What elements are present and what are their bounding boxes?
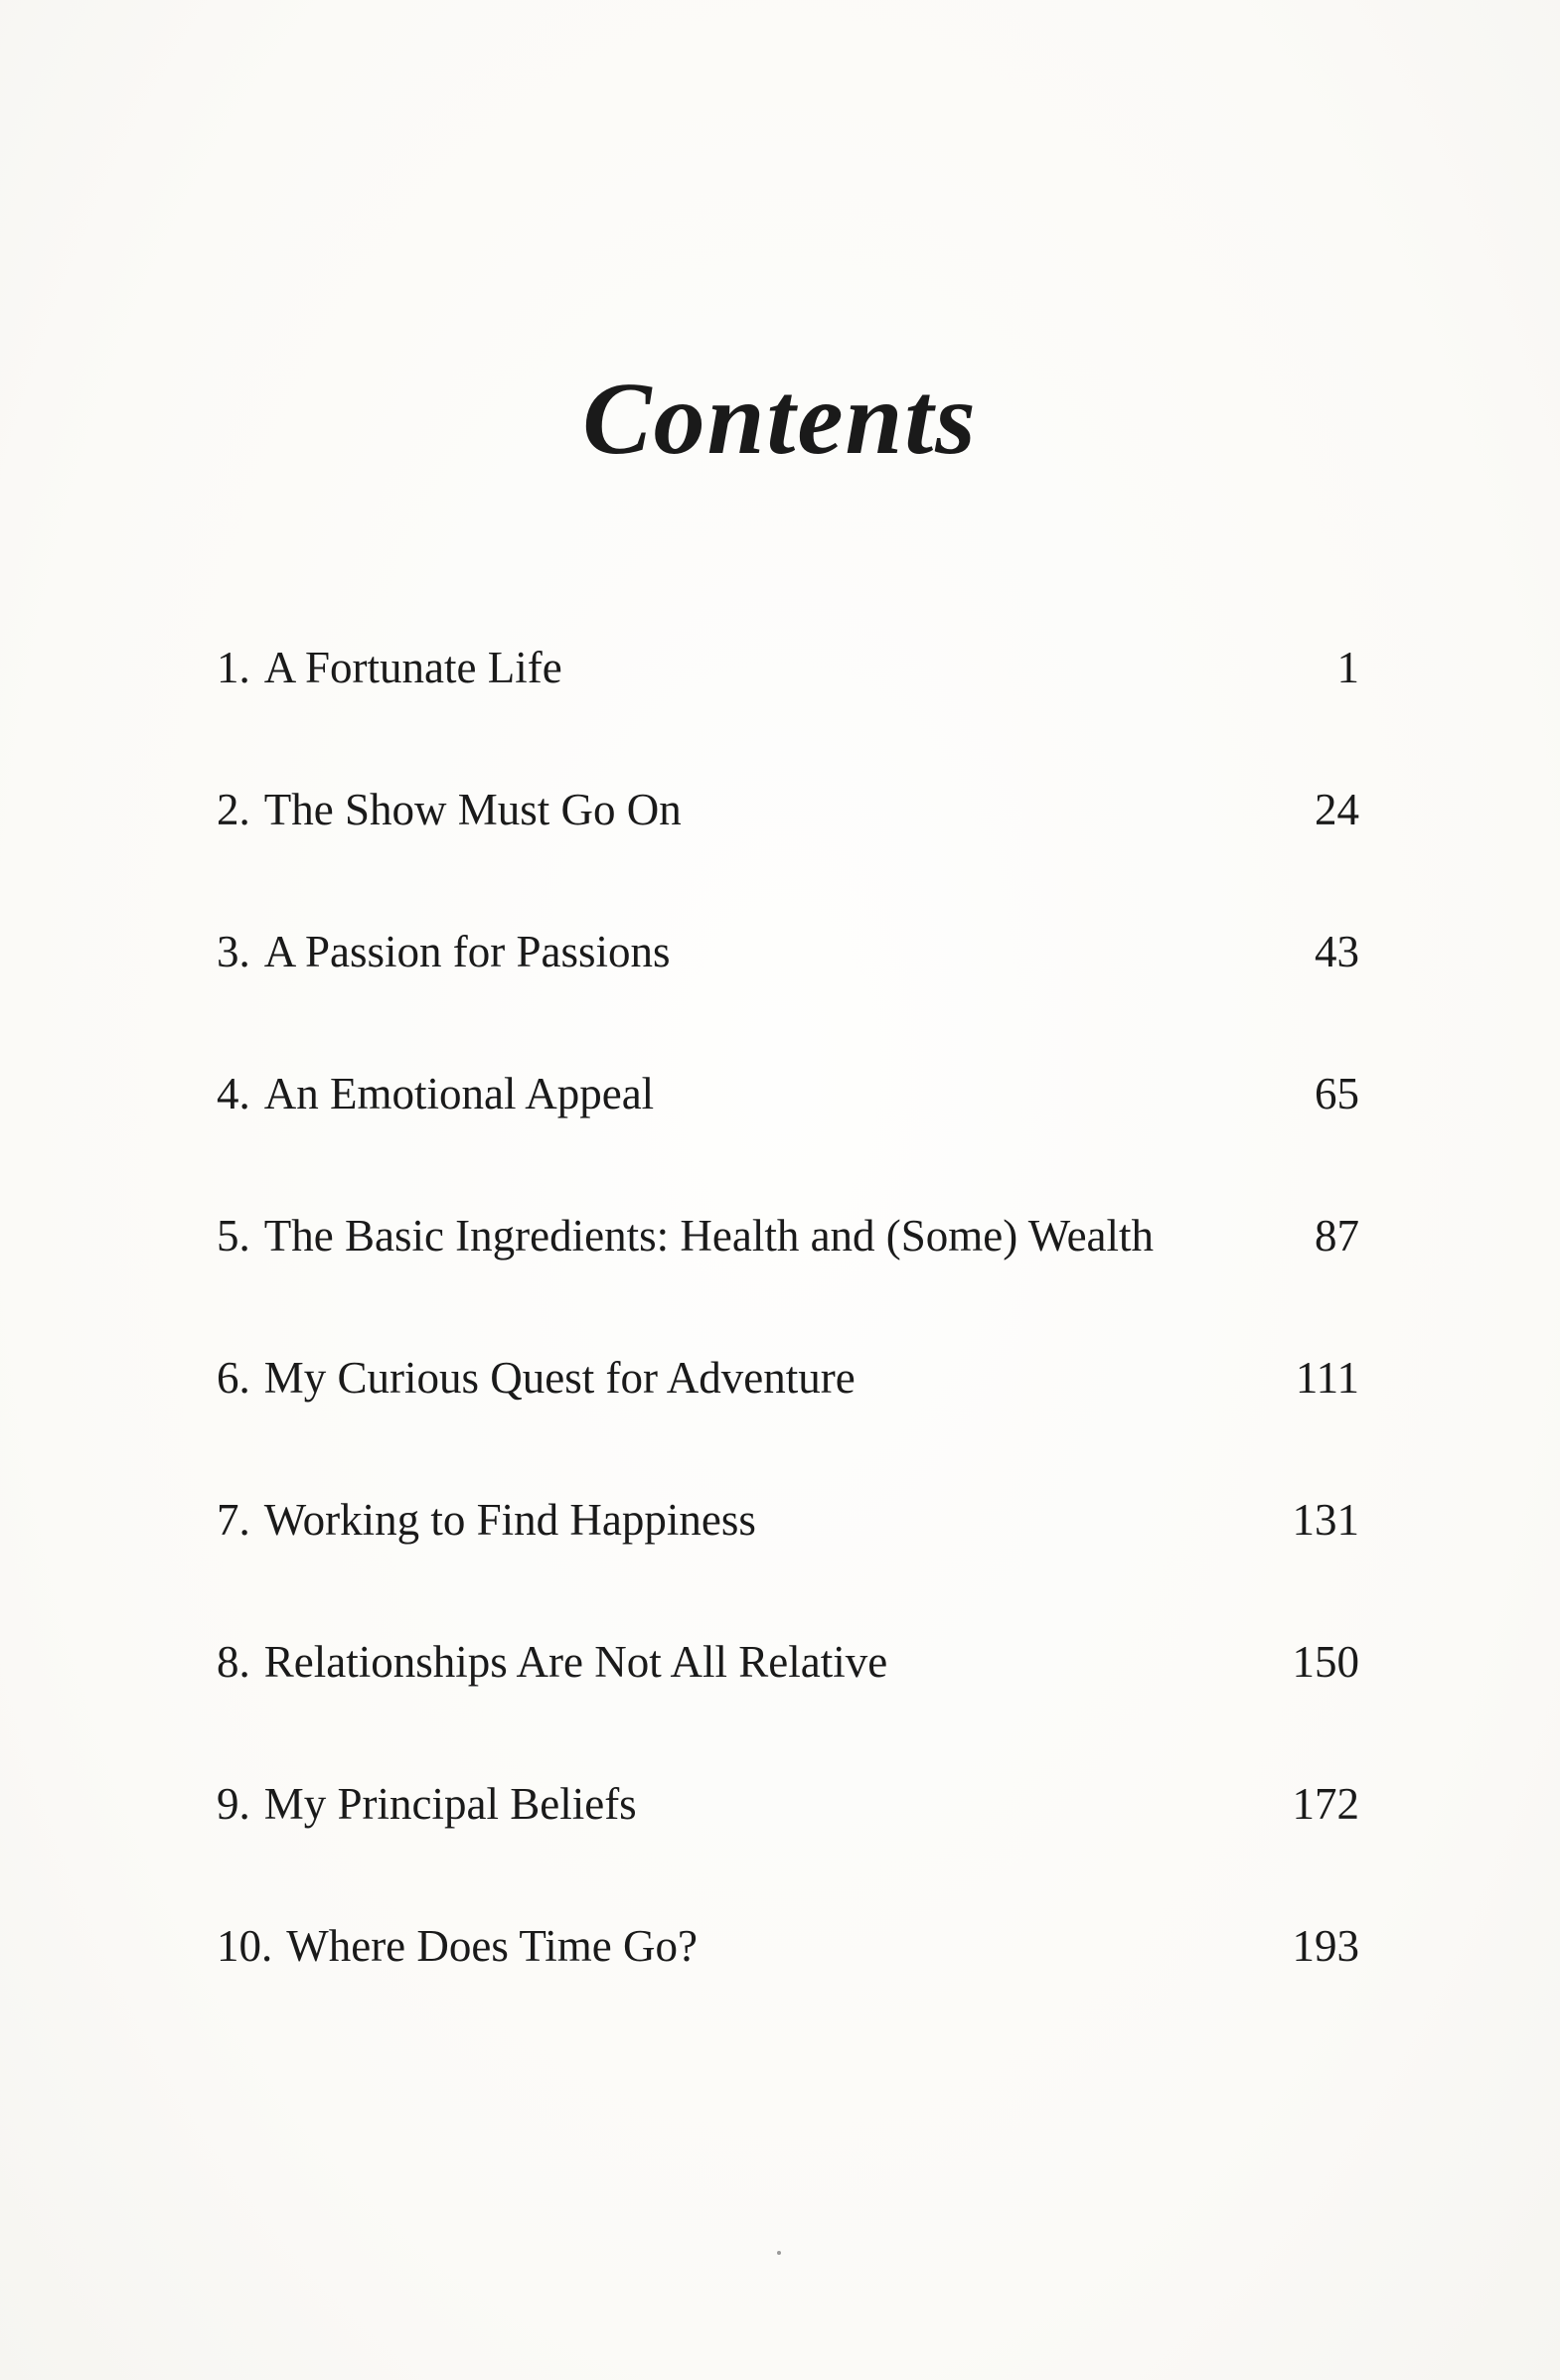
chapter-page-number: 131 bbox=[1292, 1495, 1359, 1545]
chapter-page-number: 43 bbox=[1315, 927, 1359, 976]
chapter-number: 9. bbox=[217, 1779, 250, 1829]
chapter-number: 4. bbox=[217, 1069, 250, 1118]
toc-entry bbox=[217, 1194, 1359, 1336]
chapter-title: Working to Find Happiness bbox=[263, 1495, 756, 1545]
chapter-title: My Curious Quest for Adventure bbox=[263, 1353, 856, 1403]
toc-entry bbox=[217, 626, 1359, 768]
chapter-page-number: 172 bbox=[1292, 1779, 1359, 1829]
chapter-title: My Principal Beliefs bbox=[263, 1779, 637, 1829]
chapter-number: 8. bbox=[217, 1637, 250, 1687]
toc-entry bbox=[217, 768, 1359, 910]
chapter-title: The Show Must Go On bbox=[263, 785, 682, 834]
chapter-number: 2. bbox=[217, 785, 250, 834]
chapter-number: 7. bbox=[217, 1495, 250, 1545]
toc-entry bbox=[217, 1336, 1359, 1478]
table-of-contents bbox=[217, 626, 1359, 2046]
toc-entry bbox=[217, 1052, 1359, 1194]
toc-entry bbox=[217, 1904, 1359, 2046]
chapter-page-number: 193 bbox=[1292, 1921, 1359, 1971]
chapter-page-number: 87 bbox=[1315, 1211, 1359, 1261]
chapter-page-number: 111 bbox=[1295, 1353, 1359, 1403]
chapter-number: 5. bbox=[217, 1211, 250, 1261]
chapter-title: A Fortunate Life bbox=[263, 643, 562, 692]
toc-entry bbox=[217, 910, 1359, 1052]
scan-speck bbox=[777, 2251, 781, 2255]
chapter-title: Where Does Time Go? bbox=[286, 1921, 698, 1971]
toc-entry bbox=[217, 1620, 1359, 1762]
chapter-number: 10. bbox=[217, 1921, 273, 1971]
chapter-page-number: 150 bbox=[1292, 1637, 1359, 1687]
chapter-title: Relationships Are Not All Relative bbox=[263, 1637, 888, 1687]
chapter-page-number: 1 bbox=[1336, 643, 1359, 692]
chapter-page-number: 65 bbox=[1315, 1069, 1359, 1118]
chapter-number: 3. bbox=[217, 927, 250, 976]
chapter-number: 6. bbox=[217, 1353, 250, 1403]
chapter-title: The Basic Ingredients: Health and (Some) Wealth bbox=[263, 1211, 1155, 1261]
chapter-number: 1. bbox=[217, 643, 250, 692]
chapter-title: A Passion for Passions bbox=[263, 927, 671, 976]
toc-entry bbox=[217, 1478, 1359, 1620]
toc-entry bbox=[217, 1762, 1359, 1904]
chapter-page-number: 24 bbox=[1315, 785, 1359, 834]
chapter-title: An Emotional Appeal bbox=[263, 1069, 655, 1118]
page-title: Contents bbox=[582, 361, 978, 476]
